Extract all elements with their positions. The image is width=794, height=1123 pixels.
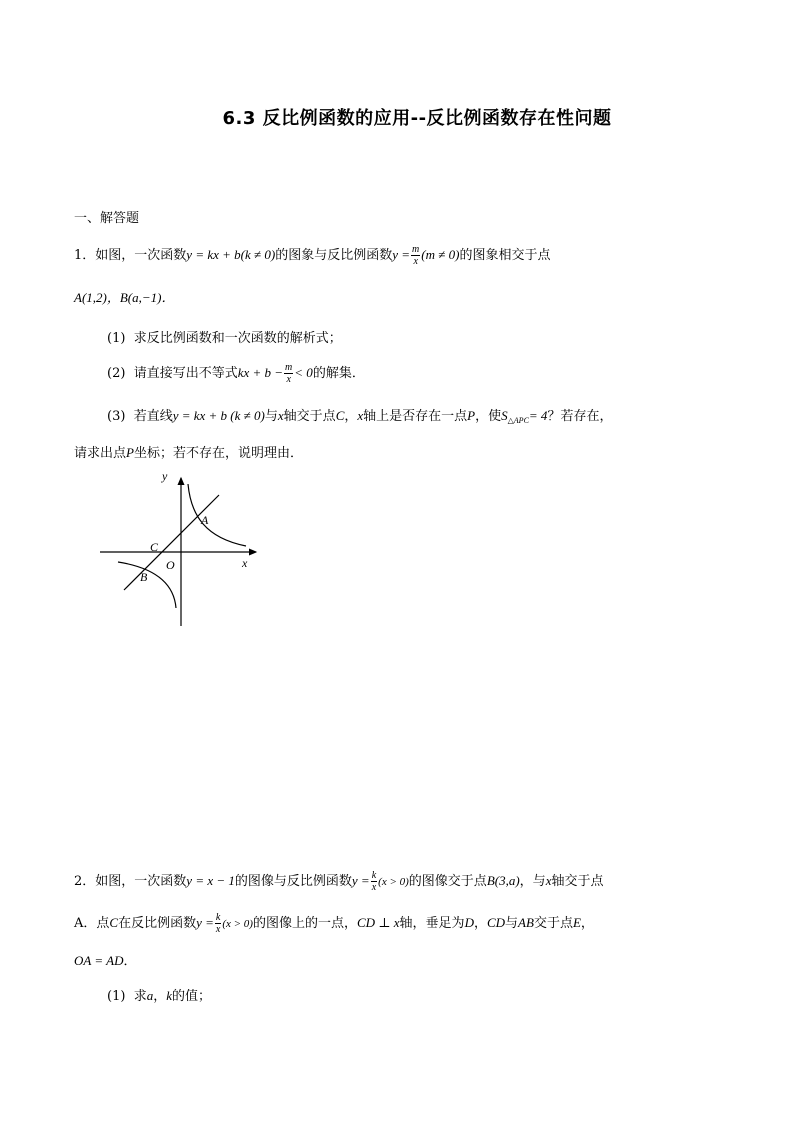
q1-number: 1．	[74, 248, 96, 263]
q1-p3-line2-P: P	[126, 445, 134, 460]
q2-line2-a: A．点	[74, 916, 110, 931]
hyperbola-branch-q1	[188, 484, 246, 546]
q2-cond2: (x > 0)	[222, 918, 253, 930]
q1-p3-S: S	[501, 408, 508, 423]
label-B: B	[140, 570, 148, 584]
label-C: C	[150, 540, 159, 554]
q2-line3	[74, 950, 136, 969]
q2-fraction2	[215, 912, 221, 935]
q2-line2-d: 轴，垂足为	[399, 916, 465, 931]
q2-C: C	[109, 915, 119, 930]
q1-part2	[107, 362, 365, 385]
q1-intro-b: 的图象与反比例函数	[275, 248, 393, 263]
q2-p1-k: k	[166, 988, 172, 1003]
label-x: x	[242, 556, 248, 570]
q1-p3-text-g: ？若存在，	[547, 409, 613, 424]
q1-p3-S-sub: △APC	[507, 416, 529, 425]
q2-line2-b: 在反比例函数	[118, 916, 197, 931]
q1-p2-expr-b: < 0	[294, 365, 313, 380]
q2-text-a: 如图，一次函数	[95, 874, 187, 889]
q2-line2-g: 交于点	[533, 916, 573, 931]
label-y: y	[162, 469, 168, 483]
q1-p3-P: P	[467, 408, 476, 423]
q2-line3-end: ．	[123, 954, 137, 969]
q1-line1	[74, 244, 550, 267]
q1-part1	[107, 327, 342, 346]
q1-cond-k: (k ≠ 0)	[240, 247, 276, 262]
q1-p1-text: 求反比例函数和一次函数的解析式；	[133, 331, 342, 346]
q2-frac2-num: k	[215, 912, 221, 923]
q1-p2-text-a: 请直接写出不等式	[133, 366, 238, 381]
q2-p1-sep: ，	[153, 989, 167, 1004]
q2-line1	[74, 870, 603, 893]
q2-line2	[74, 912, 594, 935]
q1-p2-frac-num: m	[285, 362, 293, 373]
page-title: 6.3 反比例函数的应用--反比例函数存在性问题	[222, 108, 612, 129]
q1-fraction	[411, 244, 420, 267]
q2-y-eq2: y =	[196, 915, 214, 930]
q2-p1-text-b: 的值；	[172, 989, 212, 1004]
q1-p3-text-e: 轴上是否存在一点	[363, 409, 468, 424]
q2-frac2-den: x	[215, 924, 221, 935]
q2-line2-e: ，	[473, 916, 487, 931]
q2-text-d: ，与	[519, 874, 546, 889]
q2-line2-h: ，	[580, 916, 594, 931]
q2-number: 2．	[74, 874, 96, 889]
q2-p1-label: (1)	[107, 989, 126, 1004]
q2-text-b: 的图像与反比例函数	[234, 874, 352, 889]
q1-p3-text-f: ，使	[475, 409, 502, 424]
q2-CD: CD	[486, 915, 506, 930]
q1-p3-C: C	[335, 408, 345, 423]
label-A: A	[201, 513, 209, 527]
q2-frac-den: x	[371, 882, 377, 893]
q2-AB: AB	[518, 915, 534, 930]
q2-cond: (x > 0)	[378, 876, 409, 888]
q1-p2-frac-den: x	[286, 374, 291, 385]
q1-p3-S-val: = 4	[528, 408, 548, 423]
q1-p3-text-b: 与	[264, 409, 278, 424]
q1-p3-label: (3)	[107, 409, 126, 424]
q1-p3-line2-a: 请求出点	[74, 446, 127, 461]
q1-p1-label: (1)	[107, 331, 126, 346]
q1-p2-expr-a: kx + b −	[237, 365, 284, 380]
q1-y-eq: y =	[392, 247, 411, 262]
q1-frac-den: x	[413, 256, 418, 267]
q2-frac-num: k	[371, 870, 377, 881]
q2-text-e: 轴交于点	[551, 874, 604, 889]
q2-line2-c: 的图像上的一点，	[252, 916, 357, 931]
q1-figure	[96, 466, 266, 631]
q2-p1-a: a	[146, 988, 154, 1003]
q1-p3-x: x	[277, 408, 284, 423]
label-O: O	[166, 558, 175, 572]
q2-x1: x	[545, 873, 552, 888]
q2-E: E	[572, 915, 581, 930]
q2-fraction	[371, 870, 377, 893]
q2-text-c: 的图像交于点	[408, 874, 487, 889]
q2-part1	[107, 985, 211, 1004]
q2-D: D	[464, 915, 474, 930]
q1-p3-text-a: 若直线	[133, 409, 173, 424]
q1-points: A(1,2)，B(a,−1)．	[74, 290, 175, 305]
q1-p3-text-c: 轴交于点	[283, 409, 336, 424]
q1-p2-label: (2)	[107, 366, 126, 381]
q1-p3-x2: x	[357, 408, 364, 423]
q1-frac-num: m	[412, 244, 420, 255]
q1-linear-expr: y = kx + b	[186, 247, 241, 262]
q1-part3-line2	[74, 442, 303, 461]
q1-p3-text-d: ，	[344, 409, 358, 424]
q2-linear: y = x − 1	[186, 873, 235, 888]
linear-function-line	[124, 495, 219, 590]
q2-p1-text-a: 求	[133, 989, 147, 1004]
q2-line3-expr: OA = AD	[74, 953, 124, 968]
q2-line2-f: 与	[505, 916, 519, 931]
q1-intro-c: 的图象相交于点	[459, 248, 551, 263]
q2-pointB: B(3,a)	[486, 873, 520, 888]
q1-p3-line2-b: 坐标；若不存在，说明理由．	[133, 446, 303, 461]
q1-cond-m: (m ≠ 0)	[421, 247, 460, 262]
q2-CD-perp: CD ⊥ x	[356, 915, 400, 930]
q1-p2-text-b: 的解集．	[312, 366, 365, 381]
q2-y-eq: y =	[351, 873, 370, 888]
q1-p2-fraction	[284, 362, 293, 385]
section-heading: 一、解答题	[74, 211, 140, 226]
q1-p3-expr: y = kx + b (k ≠ 0)	[172, 408, 265, 423]
q1-intro-a: 如图，一次函数	[95, 248, 187, 263]
q1-part3	[107, 405, 612, 425]
